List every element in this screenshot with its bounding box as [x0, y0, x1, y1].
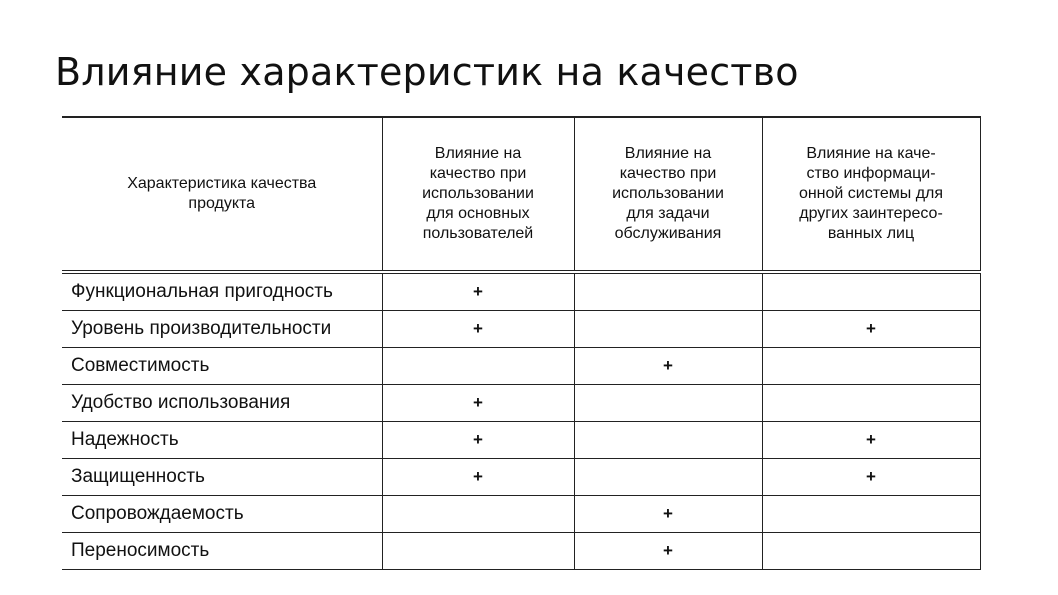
- cell-main-users: [382, 533, 574, 570]
- cell-stakeholders: +: [762, 311, 980, 348]
- header-line: ство информаци-: [806, 165, 936, 182]
- cell-main-users: +: [382, 459, 574, 496]
- header-stakeholders: [762, 117, 980, 272]
- quality-characteristics-table: [62, 116, 981, 570]
- cell-maintenance: +: [574, 496, 762, 533]
- header-line: использовании: [422, 185, 534, 202]
- cell-stakeholders: [762, 272, 980, 311]
- cell-main-users: +: [382, 272, 574, 311]
- header-line: Влияние на каче-: [806, 145, 936, 162]
- page-title: Влияние характеристик на качество: [55, 50, 799, 94]
- cell-stakeholders: [762, 385, 980, 422]
- header-line: для основных: [426, 205, 530, 222]
- row-characteristic: Уровень производительности: [62, 311, 382, 348]
- row-characteristic: Функциональная пригодность: [62, 272, 382, 311]
- cell-main-users: +: [382, 385, 574, 422]
- header-line: пользователей: [422, 225, 534, 242]
- table-row: [62, 459, 980, 496]
- row-characteristic: Защищенность: [62, 459, 382, 496]
- table-row: [62, 533, 980, 570]
- cell-stakeholders: +: [762, 422, 980, 459]
- header-line: онной системы для: [798, 185, 944, 202]
- table-row: [62, 348, 980, 385]
- row-characteristic: Надежность: [62, 422, 382, 459]
- row-characteristic: Удобство использования: [62, 385, 382, 422]
- cell-stakeholders: +: [762, 459, 980, 496]
- header-line: Влияние на: [624, 145, 712, 162]
- header-line: обслуживания: [614, 225, 722, 242]
- cell-maintenance: [574, 422, 762, 459]
- header-characteristic: [62, 117, 382, 272]
- header-line: других заинтересо-: [799, 205, 943, 222]
- header-line: ванных лиц: [827, 225, 915, 242]
- cell-main-users: +: [382, 311, 574, 348]
- table-body: [62, 272, 980, 570]
- cell-maintenance: +: [574, 348, 762, 385]
- header-line: использовании: [612, 185, 724, 202]
- header-line: качество при: [429, 165, 527, 182]
- table-row: [62, 496, 980, 533]
- cell-maintenance: +: [574, 533, 762, 570]
- row-characteristic: Сопровождаемость: [62, 496, 382, 533]
- table-row: [62, 311, 980, 348]
- header-line: для задачи: [626, 205, 710, 222]
- cell-maintenance: [574, 311, 762, 348]
- table-row: [62, 385, 980, 422]
- cell-stakeholders: [762, 533, 980, 570]
- cell-main-users: +: [382, 422, 574, 459]
- header-maintenance: [574, 117, 762, 272]
- cell-stakeholders: [762, 496, 980, 533]
- cell-main-users: [382, 348, 574, 385]
- header-line: Характеристика качества: [127, 175, 317, 192]
- header-line: продукта: [188, 195, 256, 212]
- row-characteristic: Переносимость: [62, 533, 382, 570]
- cell-stakeholders: [762, 348, 980, 385]
- header-line: качество при: [619, 165, 717, 182]
- cell-maintenance: [574, 272, 762, 311]
- table-header: [62, 117, 980, 272]
- row-characteristic: Совместимость: [62, 348, 382, 385]
- header-main-users: [382, 117, 574, 272]
- header-line: Влияние на: [434, 145, 522, 162]
- cell-maintenance: [574, 459, 762, 496]
- cell-main-users: [382, 496, 574, 533]
- table-row: [62, 422, 980, 459]
- table-row: [62, 272, 980, 311]
- cell-maintenance: [574, 385, 762, 422]
